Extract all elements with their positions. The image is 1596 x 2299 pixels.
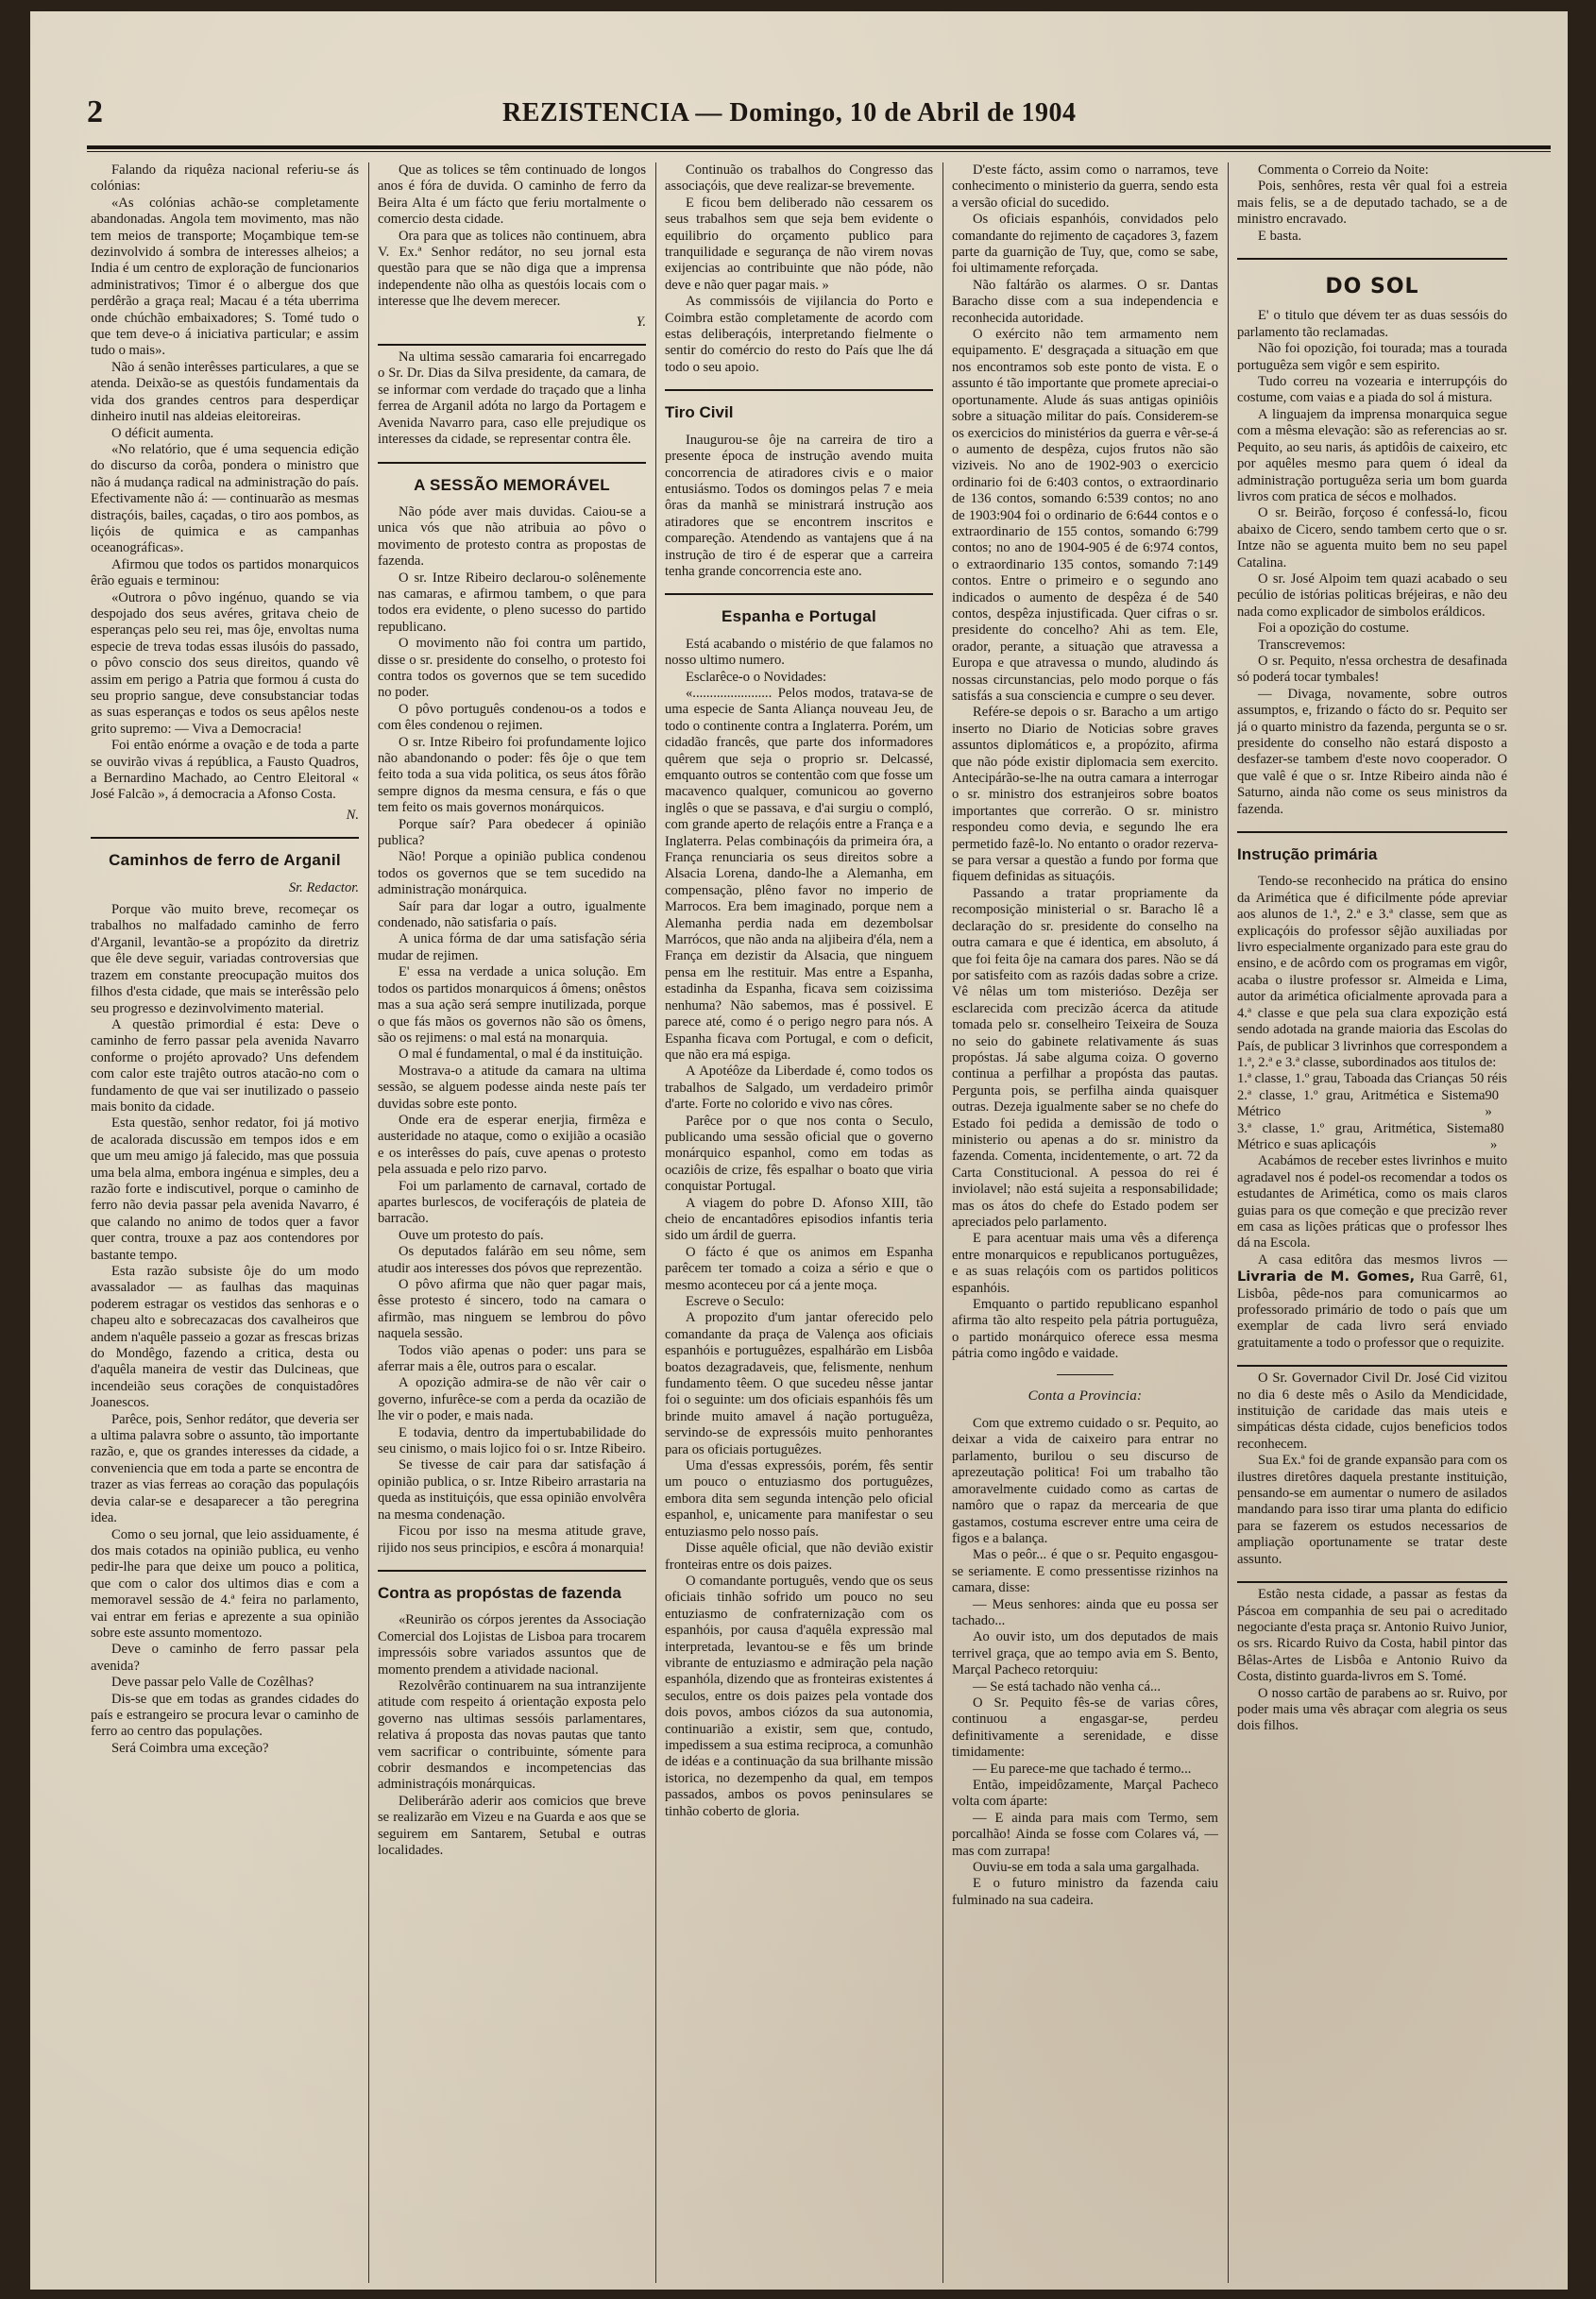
- page-number: 2: [87, 94, 103, 129]
- paragraph: A opozição admira-se de não vêr cair o governo, infurêce-se com a perda da ocazião de lhe vir o poder, e mais nada.: [378, 1375, 646, 1424]
- column-2: [378, 162, 646, 2283]
- paragraph: — E ainda para mais com Termo, sem porcalhão! Ainda se fosse com Colares vá, — mas com zurrapa!: [952, 1810, 1218, 1859]
- paragraph: Porque vão muito breve, recomeçar os trabalhos no malfadado caminho de ferro d'Arganil, levantão-se a propózito da diretriz que êle deve seguir, variadas controversias que trazem em constante preocupação muitos dos filhos d'esta cidade, que mais se interêssão pelo seu progresso e dezinvolvimento material.: [91, 902, 359, 1016]
- article-title-do-sol: DO SOL: [1325, 275, 1419, 299]
- paragraph: Parêce por o que nos conta o Seculo, publicando uma sessão oficial que o governo monárquico espanhol, como em todas as ocaziôis de crize, fês espalhar o boato que viria conquistar Portugal.: [665, 1113, 933, 1195]
- paragraph: A Apotéôze da Liberdade é, como todos os trabalhos de Salgado, um verdadeiro primôr d'arte. Forte no colorido e vivo nas côres.: [665, 1064, 933, 1113]
- paragraph: A unica fórma de dar uma satisfação séria mudar de rejimen.: [378, 931, 646, 963]
- paragraph: Onde era de esperar enerjia, firmêza e austeridade no ataque, como o exijião a ocasião e os interêsses do país, cuve apenas o protesto pela assuada e pelo rizo parvo.: [378, 1112, 646, 1178]
- column-5: [1237, 162, 1507, 2283]
- paragraph: O sr. Intze Ribeiro foi profundamente lojico não abandonando o poder: fês ôje o que tem feito toda a sua vida politica, os seus átos fôrão sempre dignos da mesma censura, e fás o que tem feito os mais governos monárquicos.: [378, 734, 646, 816]
- paragraph: — Se está tachado não venha cá...: [973, 1678, 1161, 1694]
- paragraph: Esclarêce-o o Novidades:: [686, 669, 827, 685]
- salutation: Sr. Redactor.: [288, 879, 359, 895]
- price-label: 1.ª classe, 1.º grau, Taboada das Crianças: [1237, 1071, 1464, 1087]
- masthead: [87, 94, 1551, 136]
- paragraph: E' o titulo que dévem ter as duas sessóis do parlamento tão reclamadas.: [1237, 308, 1507, 340]
- paragraph: Com que extremo cuidado o sr. Pequito, ao deixar a vida de caixeiro para entrar no parlamento, burilou o seu discurso de aprezeutação politica! Foi um trabalho tão amoravelmente cuidado como as cartas de namôro que o rapaz da mercearia de que gastamos, costuma escrever entre uma ceira de figos e a balança.: [952, 1416, 1218, 1546]
- paragraph: Está acabando o mistério de que falamos no nosso ultimo numero.: [665, 636, 933, 669]
- paragraph: O movimento não foi contra um partido, disse o sr. presidente do conselho, o protesto foi contra todos os governos que se tem sucedido no poder.: [378, 636, 646, 701]
- paragraph: A viagem do pobre D. Afonso XIII, tão cheio de encantadôres episodios infantis teria sido um árdil de guerra.: [665, 1195, 933, 1244]
- paragraph: Ouve um protesto do país.: [399, 1227, 544, 1243]
- paragraph: Foi a opozição do costume.: [1258, 621, 1410, 637]
- article-separator: [378, 1570, 646, 1572]
- paragraph: Foi então enórme a ovação e de toda a parte se ouvirão vivas á república, a Fausto Quadros, a Bernardino Machado, ao Centro Eleitoral « José Falcão », á democracia a Afonso Costa.: [91, 738, 359, 803]
- paragraph: Afirmou que todos os partidos monarquicos êrão eguais e terminou:: [91, 556, 359, 589]
- paragraph: Foi um parlamento de carnaval, cortado de apartes burlescos, de vociferaçóis de plateia de barracão.: [378, 1178, 646, 1227]
- paragraph: A linguajem da imprensa monarquica segue com a mêsma elevação: são as referencias ao sr. Pequito, ao seu naris, ás aptidôis de caixeiro, etc por aquêles mesmo para quem ó ideal da administração portuguêza seria um bom guarda livros com pratica de sécos e molhados.: [1237, 406, 1507, 504]
- paragraph: Na ultima sessão camararia foi encarregado o Sr. Dr. Dias da Silva presidente, da camara, de se informar com verdade do traçado que a linha ferrea de Arganil adóta no largo da Portagem e Avenida Navarro para, caso elle prejudique os interesses da cidade, se representar contra êle.: [378, 349, 646, 448]
- column-3: [665, 162, 933, 2283]
- paragraph: Transcrevemos:: [1258, 637, 1346, 653]
- price-row: [1237, 1088, 1507, 1121]
- paragraph: — Eu parece-me que tachado é termo...: [973, 1761, 1192, 1777]
- paragraph: Os oficiais espanhóis, convidados pelo comandante do rejimento de caçadores 3, fazem parte da guarnição de Tuy, que, como se sabe, foi ultimamente reforçada.: [952, 212, 1218, 277]
- newspaper-page: [30, 11, 1568, 2290]
- paragraph: E' essa na verdade a unica solução. Em todos os partidos monarquicos á ômens; onêstos mas a sua ação será sempre inutilizada, porque o que fás mãos os governos não são os ômens, são os rejimens: o mal está na monarquia.: [378, 964, 646, 1046]
- article-title-sessao: A SESSÃO MEMORÁVEL: [414, 475, 610, 494]
- paragraph: O sr. Beirão, forçoso é confessá-lo, ficou abaixo de Cicero, sendo tambem certo que o sr. Intze não se aguenta muito bem no seu papel Catalina.: [1237, 505, 1507, 570]
- paragraph: O fácto é que os animos em Espanha parêcem ter tomado a coiza a sério e que o mesmo aconteceu por cá a jente moça.: [665, 1244, 933, 1293]
- paragraph: Dis-se que em todas as grandes cidades do país e estrangeiro se procura levar o caminho de ferro ao centro das populações.: [91, 1691, 359, 1740]
- paragraph: Pois, senhôres, resta vêr qual foi a estreia mais felis, se a de deputado tachado, se a de ministro encravado.: [1237, 179, 1507, 228]
- paragraph: Falando da riquêza nacional referiu-se ás colónias:: [91, 162, 359, 195]
- paragraph: Sua Ex.ª foi de grande expansão para com os ilustres diretôres daquela prestante instituição, pensando-se em aumentar o numero de asilados mandando para isso tirar uma planta do edificio para se fazerem os estudos necessarios de ampliação oportunamente se tratar deste assunto.: [1237, 1453, 1507, 1567]
- paragraph: Commenta o Correio da Noite:: [1258, 162, 1429, 178]
- article-title-espanha: Espanha e Portugal: [721, 607, 877, 626]
- paragraph: O exército não tem armamento nem equipamento. E' desgraçada a situação em que nos encontramos sob este ponto de vista. E o assunto é tão importante que promete apreciai-o oportunamente. Alude ás suas antigas opiniôis sobre a situação militar do país. Considerem-se os exercicios do ministérios da guerra e vêr-se-á o aumento de despêza, cujos frutos não são viziveis. No ano de 1902-903 o exercicio ordinario foi de 6:403 contos, o extraordinario de 136 contos, somando 6:539 contos; no ano de 1903:904 foi o ordinario de 6:644 contos e o extraordinario de 155 contos, somando 6:799 contos; no ano de 1904-905 é de 6:974 contos, o extraordinario 135 contos, somando 7:149 contos. Entre o primeiro e o segundo ano indicados o aumento de despêza é de 540 contos, despêza injustificada. Quer cifras o sr. presidente do concelho? Ahi as tem. Ele, orador, perante, a situação que atravessa a Europa e que atravessa o mundo, aludindo ás nossas circunstancias, pelo modo porque o fás satisfás a sua consciencia e cumpre o seu dever.: [952, 327, 1218, 704]
- paragraph: Tudo correu na vozearia e interrupçóis do costume, com vaias e a piada do sol á mistura.: [1237, 374, 1507, 406]
- paragraph: «....................... Pelos modos, tratava-se de uma especie de Santa Aliança nouveau Jeu, de todo o continente contra a Inglaterra. Porém, um cidadão francês, que parte dos informadores quêrem que seja o proprio sr. Delcassé, emquanto outros se contentão com que fosse um macavenco qualquer, comunicou ao governo inglês o que se passava, e d'ai surgiu o compló, com grande aperto de relaçóis entre a França e a Inglaterra. Pelas combinaçóis da primeira óra, a França renunciaria os seus direitos sobre a Alsacia Lorena, dando-lhe a Alemanha, em compensação, plêno favor no imperio de Marrocos. Era bem imaginado, porque nem a Alemanha perdia nada em dezembolsar Marrócos, que não anda na aljibeira d'éla, nem a França em dezistir da Alsacia, que ninguem pensa em lhe restituir. Mas entre a Espanha, estadinha da Espanha, ficava sem coizissima nenhuma? Não sabemos, mas é possivel. E parece até, como é o perigo negro para nós. A Espanha ficava com Portugal, e com o deficit, que não era má espiga.: [665, 685, 933, 1063]
- article-separator: [1237, 1365, 1507, 1367]
- article-title-caminhos: Caminhos de ferro de Arganil: [109, 851, 341, 870]
- paragraph: Os deputados falárão em seu nôme, sem atudir aos interesses dos póvos que reprezentão.: [378, 1244, 646, 1276]
- column-divider: [1228, 162, 1229, 2283]
- paragraph: O sr. José Alpoim tem quazi acabado o seu pecúlio de istórias politicas bréjeiras, e não deu nada como explicador de simbolos eráldicos.: [1237, 570, 1507, 620]
- paragraph: Deve o caminho de ferro passar pela avenida?: [91, 1642, 359, 1674]
- article-separator: [1237, 258, 1507, 260]
- price-row: [1237, 1121, 1507, 1154]
- paragraph: Saír para dar logar a outro, igualmente condenado, não satisfaria o país.: [378, 898, 646, 931]
- paragraph: Passando a tratar propriamente da recomposição ministerial o sr. Baracho lê a declaração do sr. presidente do conselho na outra camara e que é identica, em absoluto, á que foi feita ôje na camara dos pares. Não se dá por satisfeito com as razóis dadas sobre a crize. Vê nêlas um tom misterióso. Dezêja ser esclarecida com precizão ácerca da atitude tomada pelo sr. conselheiro Teixeira de Souza no seio do gabinete relativamente ás suas propóstas. Já sabe alguma coiza. O governo continua a perfilhar a propósta das pautas. Pergunta pois, se perfilha ainda quaisquer outras. Dezeja igualmente saber se no chefe do Estado foi pedida a demissão de todo o ministerio ou apenas a do sr. ministro da fazenda. Comenta, incidentemente, o art. 72 da Carta Constitucional. A pessoa do rei é inviolavel; não está sujeita a responsabilidade; mas os átos do chefe do Estado podem ser apreciados pelo parlamento.: [952, 885, 1218, 1230]
- paragraph: O Sr. Pequito fês-se de varias côres, continuou a engasgar-se, perdeu definitivamente a serenidade, e disse timidamente:: [952, 1694, 1218, 1761]
- paragraph: Não foi opozição, foi tourada; mas a tourada portuguêza sem vigôr e sem espirito.: [1237, 341, 1507, 373]
- price-row: [1237, 1071, 1507, 1087]
- paragraph: Emquanto o partido republicano espanhol afirma tão alto respeito pela pátria portuguêza, o partido monárquico oferece essa mesma pátria como ingôdo e vaidade.: [952, 1297, 1218, 1362]
- paragraph: Inaugurou-se ôje na carreira de tiro a presente época de instrução avendo muita concorrencia de atiradores civis e o maior entusiásmo. Todos os domingos pelas 7 e meia ôras da manhã se ministrará instrução aos atiradores que se encontrem inscritos e compareção. Atendendo as vantajens que á na instrução de tiro é de esperar que a carreira tenha grande concorrencia este ano.: [665, 432, 933, 579]
- paragraph: Como o seu jornal, que leio assiduamente, é dos mais cotados na opinião publica, eu venho pedir-lhe para que deixe um pouco a politica, que com o calor dos ultimos dias e com a memoravel sessão de 4.ª feira no parlamento, vai entrar em ferias e aprezente a sua opinião sobre este assunto momentozo.: [91, 1526, 359, 1641]
- paragraph: As commissóis de vijilancia do Porto e Coimbra estão completamente de acordo com estas deliberaçóis, interpretando fielmente o sentir do comércio do resto do País que lhe dá todo o seu apoio.: [665, 294, 933, 375]
- price-value: 80 »: [1489, 1120, 1504, 1152]
- price-value: 50 réis: [1469, 1071, 1507, 1087]
- paragraph: D'este fácto, assim como o narramos, teve conhecimento o ministerio da guerra, sendo esta a versão oficial do sucedido.: [952, 162, 1218, 211]
- bookshop-paragraph: [1237, 1252, 1507, 1352]
- price-value: 90 »: [1485, 1087, 1500, 1120]
- paragraph: Todos vião apenas o poder: uns para se aferrar mais a êle, outros para o escalar.: [378, 1342, 646, 1375]
- paragraph: Estão nesta cidade, a passar as festas da Páscoa em companhia de seu pai o acreditado negociante d'esta praça sr. Antonio Ruivo Junior, os srs. Ricardo Ruivo da Costa, habil pintor das Bêlas-Artes de Lisbôa e Antonio Ruivo da Costa, distinto guarda-livros em S. Tomé.: [1237, 1587, 1507, 1685]
- paragraph: O comandante português, vendo que os seus oficiais tinhão sofrido um pouco no seu entuziasmo de confraternização com os espanhóis, por causa d'aquêla expressão mal interpretada, levantou-se e fês um brinde vibrante de entuziasmo e admiração pela nação espanhóla, dizendo que as fronteiras existentes á seculos, entre os dois paizes pela vontade dos dois povos, ambos ciózos da sua autonomia, continuarião a existir, sem que, contudo, impedissem a sua estima reciproca, a comunhão de idéas e a continuação da sua brilhante missão istorica, no dezempenho da qual, em tempos passados, ambos os povos peninsulares se tinhão coberto de gloria.: [665, 1573, 933, 1819]
- paragraph: Uma d'essas expressóis, porém, fês sentir um pouco o entuziasmo dos portuguêzes, embora dita sem segunda intenção pelo oficial espanhol, e, unicamente para manifestar o seu entuziasmo pelo nosso país.: [665, 1458, 933, 1540]
- paragraph: Ficou por isso na mesma atitude grave, rijido nos seus principios, e escôra á monarquia!: [378, 1524, 646, 1556]
- paragraph: Tendo-se reconhecido na prática do ensino da Arimética que é dificilmente póde apreviar aos alunos de 1.ª, 2.ª e 3.ª classe, sem que as explicaçóis do professor sêjão auxiliadas por livro especialmente organizado para este grau do ensino, e de acôrdo com os programas em vigôr, acaba o ilustre professor sr. Almeida e Lima, autor da arimética oficialmente aprovada para a 4.ª classe e que pela sua clara expozição está sendo adotada na grande maioria das Escolas do País, de publicar 3 livrinhos que correspondem a 1.ª, 2.ª e 3.ª classe, subordinados aos titulos de:: [1237, 874, 1507, 1070]
- paragraph: «Outrora o pôvo ingénuo, quando se via despojado dos seus avéres, gritava cheio de esperanças pelo seu rei, mas ôje, envoltas numa especie de treva todas essas ilusóis do passado, o pôvo conscio dos seus direitos, quando vê assim em perigo a Patria que formou á custa do seu proprio sangue, deve consubstanciar todas as suas esperanças e todos os seus apêlos neste grito supremo: — Viva a Democracia!: [91, 589, 359, 737]
- paragraph: Escreve o Seculo:: [686, 1294, 785, 1309]
- paragraph: E o futuro ministro da fazenda caiu fulminado na sua cadeira.: [952, 1876, 1218, 1908]
- column-divider: [655, 162, 656, 2283]
- paragraph: Se tivesse de cair para dar satisfação á opinião publica, o sr. Intze Ribeiro arrastaria na queda as instituiçóis, que essa opinião envolvêra na mesma condenação.: [378, 1457, 646, 1523]
- paragraph: Esta razão subsiste ôje do um modo avassalador — as faulhas das maquinas poderem estragar os vestidos das senhoras e o chapeu alto e sobrecazacas dos cavalheiros que andem n'aquêle passeio a gozar as frescas brizas do Mondêgo, fazendo a critica, desta ou d'aquêla maneira de vestir das Dulcineas, que incendeião seus corações de conquistadôres Joanescos.: [91, 1264, 359, 1411]
- paragraph: O déficit aumenta.: [111, 425, 214, 441]
- paragraph: E todavia, dentro da impertubabilidade do seu cinismo, o mais lojico foi o sr. Intze Ribeiro.: [378, 1424, 646, 1457]
- article-separator: [1237, 1581, 1507, 1583]
- paragraph: «Reunirão os córpos jerentes da Associação Comercial dos Lojistas de Lisboa para trocarem impressóis sobre variados assuntos que de momento prendem a atividade nacional.: [378, 1612, 646, 1677]
- article-separator: [665, 593, 933, 595]
- paragraph: Não á senão interêsses particulares, a que se atenda. Deixão-se as questóis fundamentais da vida dos grandes centros para desperdiçar dinheiro inutil nas aldeias eleitoreiras.: [91, 359, 359, 425]
- paragraph: Não póde aver mais duvidas. Caiou-se a unica vós que não atribuia ao pôvo o movimento de protesto contra as propostas de fazenda.: [378, 503, 646, 570]
- paragraph: E basta.: [1258, 228, 1302, 244]
- paragraph: Que as tolices se têm continuado de longos anos é fóra de duvida. O caminho de ferro da Beira Alta é um fácto que feriu mortalmente o comercio desta cidade.: [378, 162, 646, 228]
- article-separator: [1237, 831, 1507, 833]
- bookshop-name: Livraria de M. Gomes,: [1237, 1269, 1416, 1286]
- paragraph: Acabámos de receber estes livrinhos e muito agradavel nos é podel-os recomendar a todos os estudantes de Arimética, como os mais claros guias para os que começão e que precizão rever em casa as lições práticas que o professor lhes dá na Escola.: [1237, 1153, 1507, 1252]
- column-divider: [942, 162, 943, 2283]
- paragraph: O nosso cartão de parabens ao sr. Ruivo, por poder mais uma vês abraçar com alegria os seus dois filhos.: [1237, 1685, 1507, 1734]
- signature: N.: [346, 807, 359, 823]
- paragraph: Então, impeidôzamente, Marçal Pacheco volta com áparte:: [952, 1778, 1218, 1810]
- article-separator: [378, 462, 646, 464]
- signature: Y.: [636, 314, 646, 330]
- paragraph: Deve passar pelo Valle de Cozêlhas?: [111, 1675, 314, 1691]
- article-separator: [378, 344, 646, 346]
- paragraph: Ora para que as tolices não continuem, abra V. Ex.ª Senhor redátor, no seu jornal esta questão para que se não diga que a imprensa independente não olha as questóis locais com o interesse que lhe devem merecer.: [378, 228, 646, 310]
- paragraph: Continuão os trabalhos do Congresso das associaçóis, que deve realizar-se brevemente.: [665, 162, 933, 195]
- text-run: Rua Garrê, 61, Lisbôa, pêde-nos para comunicarmos ao professorado primário de todo o país que um exemplar de cada livro será enviado gratuitamente a todo o professor que o requizite.: [1237, 1269, 1507, 1351]
- paragraph: Disse aquêle oficial, que não devião existir fronteiras entre os dois paizes.: [665, 1541, 933, 1573]
- paragraph: O Sr. Governador Civil Dr. José Cid vizitou no dia 6 deste mês o Asilo da Mendicidade, instituição de caridade das mais uteis e simpáticas désta cidade, cujos beneficios todos reconhecem.: [1237, 1371, 1507, 1452]
- paragraph: Ao ouvir isto, um dos deputados de mais terrivel graça, que ao tempo avia em S. Bento, Marçal Pacheco retorquiu:: [952, 1629, 1218, 1678]
- price-label: 2.ª classe, 1.º grau, Aritmética e Sistema Métrico: [1237, 1087, 1486, 1120]
- paragraph: Não faltárão os alarmes. O sr. Dantas Baracho disse com a sua independencia e reconhecida autoridade.: [952, 277, 1218, 326]
- paragraph: Esta questão, senhor redator, foi já motivo de acalorada discussão em tempos idos e em que um meu amigo já falecido, mas que possuia uma bela alma, embora ingénua e simples, deu a razão forte e indiscutivel, porque o caminho de ferro não devia passar pela avenida Navarro, é que calando no animo de todos quer a favor quer contra, trouxe a paz aos contendores por bastante tempo.: [91, 1115, 359, 1263]
- paragraph: Ouviu-se em toda a sala uma gargalhada.: [973, 1860, 1200, 1876]
- paragraph: «No relatório, que é uma sequencia edição do discurso da corôa, pondera o ministro que não á mudança radical na administração do país. Efectivamente não á: — continuarão as mesmas distraçóis, bailes, caçadas, o tiro aos pombos, as liçóis de quimica e as campanhas oceanográficas».: [91, 441, 359, 556]
- header-rule: [87, 145, 1551, 149]
- paragraph: O sr. Pequito, n'essa orchestra de desafinada só poderá tocar tymbales!: [1237, 653, 1507, 686]
- paragraph: Será Coimbra uma exceção?: [111, 1740, 269, 1756]
- paragraph: O pôvo afirma que não quer pagar mais, êsse protesto é sincero, todo na camara o afirmão, mas ninguem se lembrou do pôvo naquela sessão.: [378, 1277, 646, 1342]
- paragraph: E ficou bem deliberado não cessarem os seus trabalhos sem que seja bem evidente o equilibrio do orçamento publico para tranquilidade e segurança de não virem novas exijencias ao contribuinte que não póde, não deve e não quer pagar mais. »: [665, 195, 933, 293]
- paragraph: «As colónias achão-se completamente abandonadas. Angola tem movimento, mas não tem meios de transporte; Moçambique tem-se dezinvolvido á sombra de interesses alheios; a India é um centro de exploração de funcionarios administrativos; Timor é o albergue dos que perdêrão a graça real; Macau é a téta uberrima onde chúchão embaixadores; S. Tomé tudo o que tem deve-o á iniciativa particular; e assim tudo o mais».: [91, 195, 359, 359]
- paragraph: O pôvo português condenou-os a todos e com êles condenou o rejimen.: [378, 701, 646, 734]
- paragraph: Deliberárão aderir aos comicios que breve se realizarão em Vizeu e na Guarda e aos que se seguirem em Santarem, Setubal e outras localidades.: [378, 1793, 646, 1858]
- paragraph: A questão primordial é esta: Deve o caminho de ferro passar pela avenida Navarro conforme o projéto aprovado? Uns defendem com calor este trajêto outros atacão-no com o fundamento de que vai ser inutilizado o passeio mais bonito da cidade.: [91, 1016, 359, 1115]
- column-4: [952, 162, 1218, 2283]
- paragraph: Mas o peôr... é que o sr. Pequito engasgou-se seriamente. E como pressentisse rizinhos na camara, disse:: [952, 1547, 1218, 1596]
- paragraph: O mal é fundamental, o mal é da instituição.: [399, 1047, 643, 1063]
- paragraph: E para acentuar mais uma vês a diferença entre monarquicos e republicanos portuguêzes, e as suas relaçóis com os partidos politicos espanhóis.: [952, 1231, 1218, 1296]
- column-1: [91, 162, 359, 2283]
- paragraph: Não! Porque a opinião publica condenou todos os governos que se tem sucedido na administração monárquica.: [378, 849, 646, 898]
- paragraph: Refére-se depois o sr. Baracho a um artigo inserto no Diario de Noticias sobre graves assuntos diplomáticos e, a propózito, afirma que não póde existir diplomacia sem exercito. Antecipárão-se-lhe na outra camara a interrogar o sr. ministro dos estranjeiros sobre boatos importantes que correrão. O sr. ministro respondeu como devia, e segundo lhe era permetido fazê-lo. No entanto o orador rezerva-se para versar a questão a fundo por forma que fiquem definidas as situaçóis.: [952, 705, 1218, 885]
- article-title-provincia: Conta a Provincia:: [1027, 1388, 1143, 1404]
- article-separator: [1057, 1374, 1113, 1375]
- paragraph: O sr. Intze Ribeiro declarou-o solênemente nas camaras, e afirmou tambem, o que para todos era evidente, o pleno sucesso do partido republicano.: [378, 570, 646, 635]
- price-label: 3.ª classe, 1.º grau, Aritmética, Sistema Métrico e suas aplicaçóis: [1237, 1120, 1490, 1152]
- paragraph: Rezolvêrão continuarem na sua intranzijente atitude com respeito á orientação exposta pelo governo nas ultimas sessóis parlamentares, relativa á proposta das novas pautas que tanto vem sacrificar o contribuinte, sómente para cobrir desmandos e incompetencias das administraçóis monárquicas.: [378, 1677, 646, 1793]
- paragraph: — Meus senhores: ainda que eu possa ser tachado...: [952, 1596, 1218, 1628]
- article-title-propostas: Contra as propóstas de fazenda: [378, 1583, 621, 1602]
- header-rule-thin: [87, 151, 1551, 152]
- article-title-tiro-civil: Tiro Civil: [665, 403, 734, 422]
- running-head: REZISTENCIA — Domingo, 10 de Abril de 1904: [502, 98, 1077, 128]
- paragraph: A propozito d'um jantar oferecido pelo comandante da praça de Valença aos oficiais espanhóis e portuguêzes, espalhárão em Lisbôa boatos dezagradaveis, que, felismente, nenhum fundamento têem. O que sucedeu nêsse jantar foi o seguinte: um dos oficiais espanhóis fês um brinde muito amavel á nação portuguêza, servindo-se de expressóis muito penhorantes para os oficiais portuguêzes.: [665, 1310, 933, 1457]
- paragraph: Parêce, pois, Senhor redátor, que deveria ser a ultima palavra sobre o assunto, tão importante razão, e, que os grandes interesses da cidade, a conveniencia que em toda a parte se encontra de trazer as vias ferreas ao coração das populaçóis devia calar-se e desaparecer a tão peregrina idea.: [91, 1411, 359, 1526]
- paragraph: — Divaga, novamente, sobre outros assumptos, e, frizando o fácto do sr. Pequito ser já o quarto ministro da fazenda, pergunta se o sr. presidente do conselho não estará disposto a desfazer-se tambem d'este novo cooperador. O que valê é que o sr. Intze Ribeiro ainda não é Saturno, ainda não come os seus ministros da fazenda.: [1237, 686, 1507, 817]
- article-separator: [665, 389, 933, 391]
- column-divider: [368, 162, 369, 2283]
- paragraph: Mostrava-o a atitude da camara na ultima sessão, se alguem podesse ainda neste país ter duvidas sobre este ponto.: [378, 1063, 646, 1112]
- article-separator: [91, 837, 359, 839]
- article-title-instrucao: Instrução primária: [1237, 845, 1378, 864]
- text-run: A casa editôra das mesmos livros —: [1258, 1252, 1507, 1268]
- paragraph: Porque saír? Para obedecer á opinião publica?: [378, 816, 646, 849]
